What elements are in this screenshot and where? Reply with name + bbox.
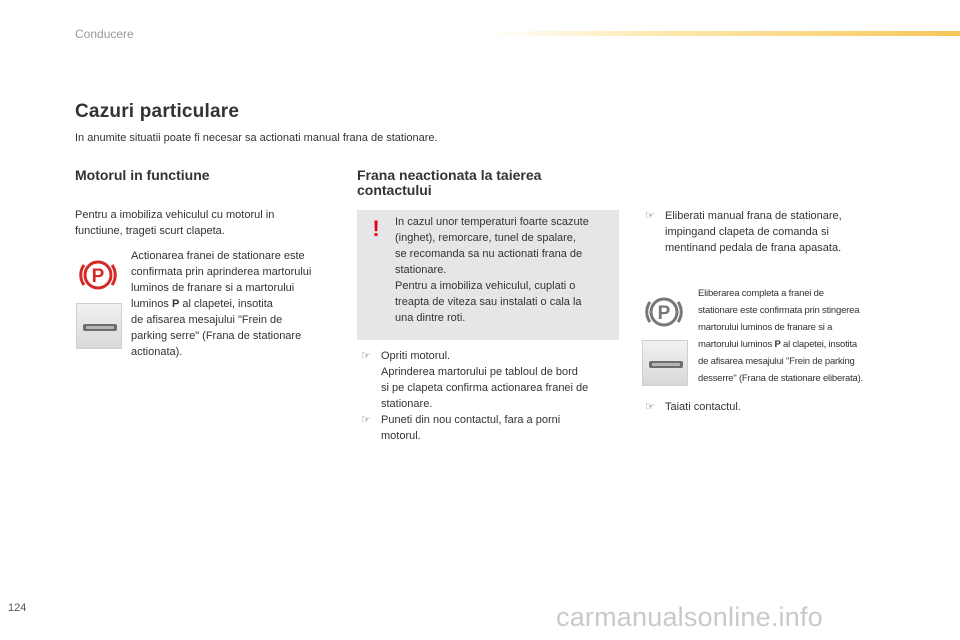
warning-text: In cazul unor temperaturi foarte scazute (inghet), remorcare, tunel de spalare, se recomanda sa nu actionati frana de stationare. Pentru a imobiliza vehiculul, cuplati o treapta de viteza sau instalati o cala la una dintre roti. [395,216,589,324]
list-item: ☞ Eliberati manual frana de stationare, impingand clapeta de comanda si mentinand pedala de frana apasata. [645,210,842,254]
list-item: ☞ Puneti din nou contactul, fara a porni motorul. [361,414,561,442]
svg-text:!: ! [372,218,380,238]
intro-text: In anumite situatii poate fi necesar sa actionati manual frana de stationare. [75,132,438,144]
parking-brake-lever-image-released [642,340,688,386]
pointer-hand-icon: ☞ [645,210,655,222]
brake-icon-letter: P [91,266,105,287]
brake-released-grey-icon [644,292,684,332]
heading-engine-running: Motorul in functiune [75,167,210,183]
engine-running-note: Actionarea franei de stationare este confirmata prin aprinderea martorului luminos de franare si a martorului luminos P al clapetei, insotita de afisarea mesajului "Frein de parking serre" (Frana de stationare actionata). [131,250,312,358]
watermark: carmanualsonline.info [556,602,823,632]
pointer-hand-icon: ☞ [361,414,371,426]
header-accent-bar [490,31,960,36]
release-note: Eliberarea completa a franei de stationare este confirmata prin stingerea martorului luminos de franare si a martorului luminos P al clapetei, insotita de afisarea mesajului "Frein de parking desserre" (Frana de stationare eliberata). [698,288,864,384]
steps-list-col2 [361,348,621,444]
steps-list-col3-top [645,208,895,256]
heading-brake-not-applied: Frana neactionata la taierea contactului [357,167,542,198]
steps-list-col3-bottom [645,399,895,415]
pointer-hand-icon: ☞ [361,350,371,362]
list-item: ☞ Taiati contactul. [645,401,741,413]
parking-brake-lever-image [76,303,122,349]
brake-icon-letter: P [657,303,671,324]
page-title: Cazuri particulare [75,101,240,122]
section-header: Conducere [75,27,134,41]
brake-warning-red-icon [78,255,118,295]
pointer-hand-icon: ☞ [645,401,655,413]
engine-running-paragraph: Pentru a imobiliza vehiculul cu motorul in functiune, trageti scurt clapeta. [75,209,275,237]
page-number: 124 [8,602,27,614]
warning-exclamation-icon [371,218,381,238]
list-item: ☞ Opriti motorul. Aprinderea martorului pe tabloul de bord si pe clapeta confirma actionarea franei de stationare. [361,350,589,410]
